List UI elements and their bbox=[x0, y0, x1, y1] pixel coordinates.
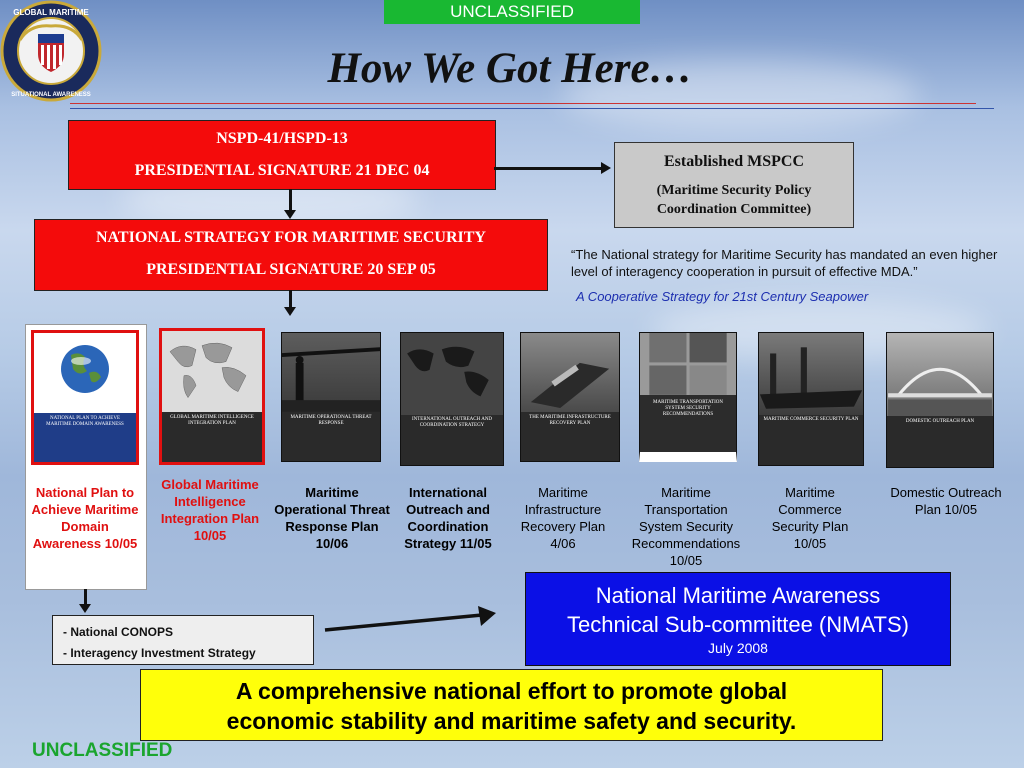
quote-source: A Cooperative Strategy for 21st Century Seapower bbox=[576, 289, 869, 304]
world-map-image bbox=[162, 331, 262, 412]
nsms-signature-date: PRESIDENTIAL SIGNATURE 20 SEP 05 bbox=[146, 261, 436, 278]
plan-cover-motr bbox=[281, 332, 381, 462]
classification-banner-top: UNCLASSIFIED bbox=[384, 0, 640, 24]
svg-text:SITUATIONAL AWARENESS: SITUATIONAL AWARENESS bbox=[11, 92, 91, 98]
nmats-date: July 2008 bbox=[708, 640, 768, 656]
conops-box bbox=[52, 615, 314, 665]
plan-cover-title: DOMESTIC OUTREACH PLAN bbox=[905, 418, 975, 424]
arrow-to-nmats bbox=[322, 604, 498, 634]
plan-caption-dop: Domestic Outreach Plan 10/05 bbox=[890, 485, 1002, 517]
plan-cover-dop bbox=[886, 332, 994, 468]
gma-seal-logo bbox=[0, 0, 102, 102]
arch-bridge-image bbox=[887, 333, 993, 416]
plan-caption-mtss: Maritime Transportation System Security Recommendations 10/05 bbox=[631, 485, 741, 568]
nmats-title-1: National Maritime Awareness bbox=[595, 583, 881, 608]
bridge-silhouette-image bbox=[282, 333, 380, 412]
nspd-signature-box bbox=[68, 120, 496, 190]
plan-cover-mcsp bbox=[758, 332, 864, 466]
nmats-title-2: Technical Sub-committee (NMATS) bbox=[567, 612, 909, 637]
plan-caption-mda: National Plan to Achieve Maritime Domain Awareness 10/05 bbox=[31, 485, 139, 551]
plan-cover-title: MARITIME COMMERCE SECURITY PLAN bbox=[763, 417, 859, 423]
plan-caption-ioc: International Outreach and Coordination Strategy 11/05 bbox=[404, 485, 492, 551]
slide-title: How We Got Here… bbox=[327, 45, 693, 92]
title-rule-blue bbox=[70, 108, 994, 109]
plan-cover-mtss bbox=[639, 332, 737, 462]
plan-cover-mda bbox=[31, 330, 139, 465]
title-rule-red bbox=[70, 103, 976, 104]
arrow-down-to-plans bbox=[289, 290, 292, 308]
mspcc-box bbox=[614, 142, 854, 228]
summary-line-1: A comprehensive national effort to promote global bbox=[235, 678, 788, 704]
plan-caption-mirp: Maritime Infrastructure Recovery Plan 4/06 bbox=[520, 485, 606, 551]
nsms-title: NATIONAL STRATEGY FOR MARITIME SECURITY bbox=[96, 229, 486, 246]
nspd-signature-date: PRESIDENTIAL SIGNATURE 21 DEC 04 bbox=[134, 162, 430, 179]
arrow-to-mspcc bbox=[494, 167, 602, 170]
plan-cover-gmii bbox=[159, 328, 265, 465]
port-aerial-image bbox=[521, 333, 619, 412]
nmats-box bbox=[525, 572, 951, 666]
plan-cover-ioc bbox=[400, 332, 504, 466]
nspd-title: NSPD-41/HSPD-13 bbox=[216, 130, 348, 147]
conops-item-investment: - Interagency Investment Strategy bbox=[63, 646, 256, 660]
plan-caption-motr: Maritime Operational Threat Response Plan 10/06 bbox=[274, 485, 390, 551]
plan-cover-title: MARITIME OPERATIONAL THREAT RESPONSE bbox=[290, 414, 372, 426]
arrow-down-to-nsms bbox=[289, 189, 292, 211]
summary-box bbox=[140, 669, 883, 741]
earth-globe-image bbox=[34, 333, 136, 413]
summary-line-2: economic stability and maritime safety and security. bbox=[226, 708, 797, 734]
conops-item-national: - National CONOPS bbox=[63, 625, 174, 639]
plan-cover-title: THE MARITIME INFRASTRUCTURE RECOVERY PLAN bbox=[529, 414, 611, 426]
container-ship-image bbox=[759, 333, 863, 415]
plan-caption-gmii: Global Maritime Intelligence Integration Plan 10/05 bbox=[160, 477, 260, 543]
plan-cover-title: GLOBAL MARITIME INTELLIGENCE INTEGRATION PLAN bbox=[170, 414, 254, 426]
svg-text:GLOBAL MARITIME: GLOBAL MARITIME bbox=[13, 8, 89, 17]
nsms-signature-box bbox=[34, 219, 548, 291]
plan-cover-title: MARITIME TRANSPORTATION SYSTEM SECURITY RECOMMENDATIONS bbox=[653, 399, 723, 417]
transport-collage-image bbox=[640, 333, 736, 395]
quote-text: “The National strategy for Maritime Security has mandated an even higher level of interagency cooperation in pursuit of effective MDA.” bbox=[571, 247, 998, 279]
mspcc-subtitle-1: (Maritime Security Policy bbox=[656, 183, 812, 198]
mspcc-title: Established MSPCC bbox=[663, 153, 805, 170]
plan-cover-title: NATIONAL PLAN TO ACHIEVE MARITIME DOMAIN AWARENESS bbox=[46, 415, 124, 427]
plan-cover-title: INTERNATIONAL OUTREACH AND COORDINATION STRATEGY bbox=[411, 417, 493, 429]
dark-world-map-image bbox=[401, 333, 503, 415]
mspcc-subtitle-2: Coordination Committee) bbox=[656, 202, 812, 217]
classification-banner-bottom: UNCLASSIFIED bbox=[32, 740, 173, 761]
arrow-down-to-conops bbox=[84, 589, 87, 605]
plan-cover-mirp bbox=[520, 332, 620, 462]
plan-caption-mcsp: Maritime Commerce Security Plan 10/05 bbox=[771, 485, 849, 551]
